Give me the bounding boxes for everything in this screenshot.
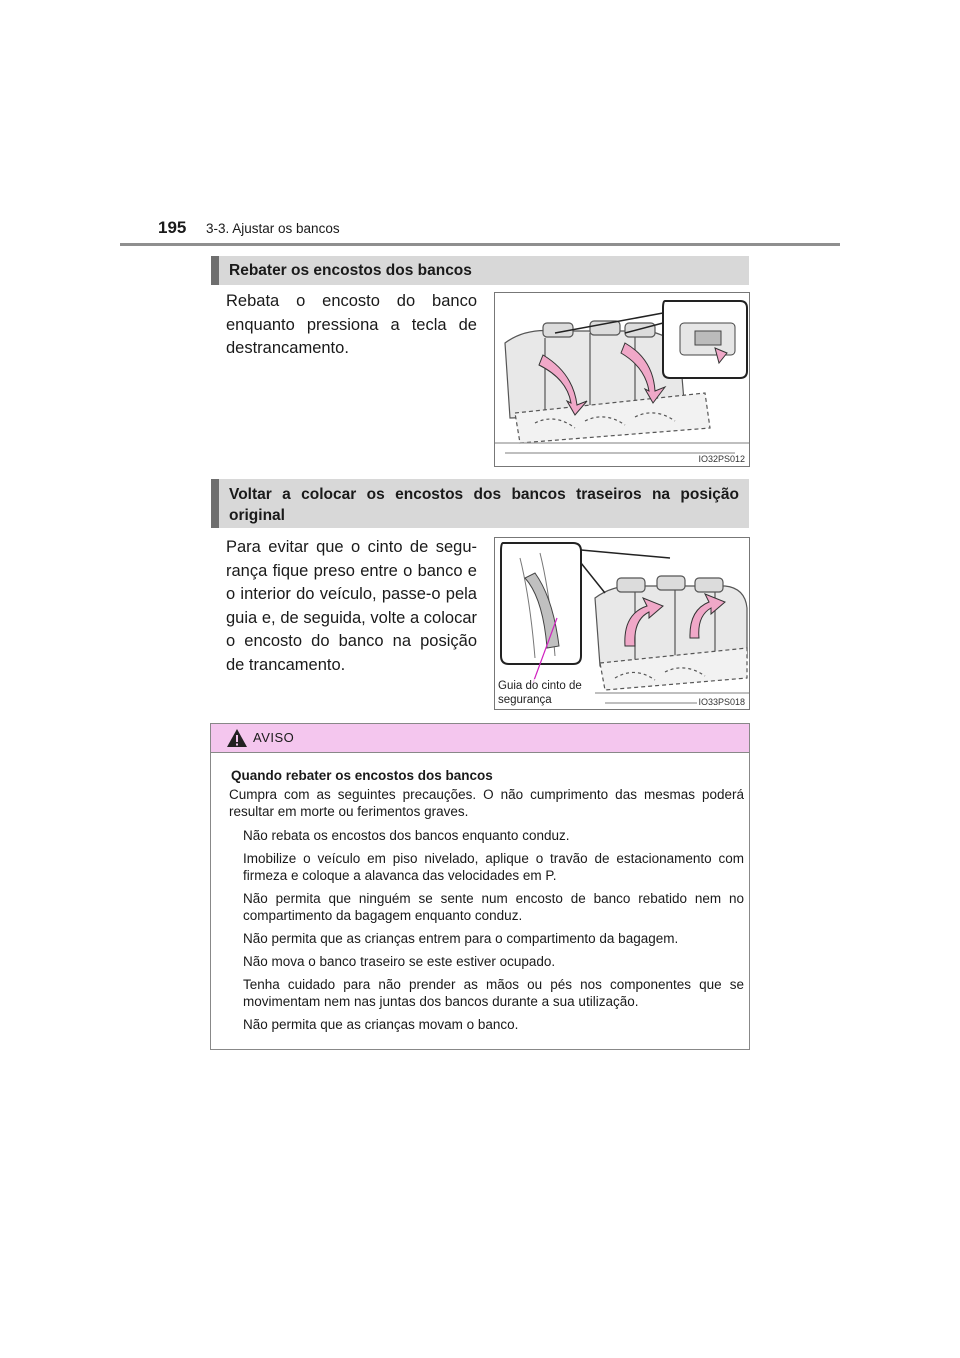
figure-code: IO33PS018 [698,697,745,707]
section-heading-restore: Voltar a colocar os encostos dos bancos traseiros na posição original [211,479,749,528]
warning-title: AVISO [253,730,295,745]
warning-triangle-icon [226,728,248,748]
warning-item: Não permita que ninguém se sente num encosto de banco rebatido nem no compartimento da bagagem enquanto conduz. [243,891,744,923]
warning-item: Não mova o banco traseiro se este estiver ocupado. [243,954,556,969]
fold-seat-drawing [495,293,750,467]
warning-body [229,767,744,1039]
seatbelt-guide-label-line1: Guia do cinto de [498,680,582,692]
section-heading-fold: Rebater os encostos dos bancos [211,256,749,285]
figure-code: IO32PS012 [698,454,745,464]
seatbelt-guide-label-line2: segurança [498,694,552,706]
seatbelt-guide-label [498,679,582,707]
warning-header [211,724,749,753]
warning-item: Não permita que as crianças movam o banco. [243,1017,519,1032]
page-number: 195 [158,218,187,237]
section-breadcrumb: 3-3. Ajustar os bancos [206,221,340,236]
header-divider [120,243,840,246]
warning-item: Não permita que as crianças entrem para o compartimento da bagagem. [243,931,679,946]
fold-instructions: Rebata o encosto do banco enquanto pressiona a tecla de destrancamento. [226,292,477,357]
warning-item: Tenha cuidado para não prender as mãos ou pés nos componentes que se movimentam nem nas juntas dos bancos durante a sua utilização. [243,977,744,1009]
warning-item: Não rebata os encostos dos bancos enquanto conduz. [243,828,570,843]
warning-box [210,723,750,1050]
warning-intro: Cumpra com as seguintes precauções. O não cumprimento das mesmas poderá resultar em morte ou ferimentos graves. [229,787,744,819]
restore-instructions: Para evitar que o cinto de segu-rança fique preso entre o banco e o interior do veículo, passe-o pela guia e, de seguida, volte a colocar o encosto do banco na posição de trancamento. [226,538,477,674]
warning-item: Imobilize o veículo em piso nivelado, aplique o travão de estacionamento com firmeza e coloque a alavanca das velocidades em P. [243,851,744,883]
restore-seat-illustration [494,537,750,710]
fold-seat-illustration [494,292,750,467]
warning-subtitle: Quando rebater os encostos dos bancos [231,768,493,783]
